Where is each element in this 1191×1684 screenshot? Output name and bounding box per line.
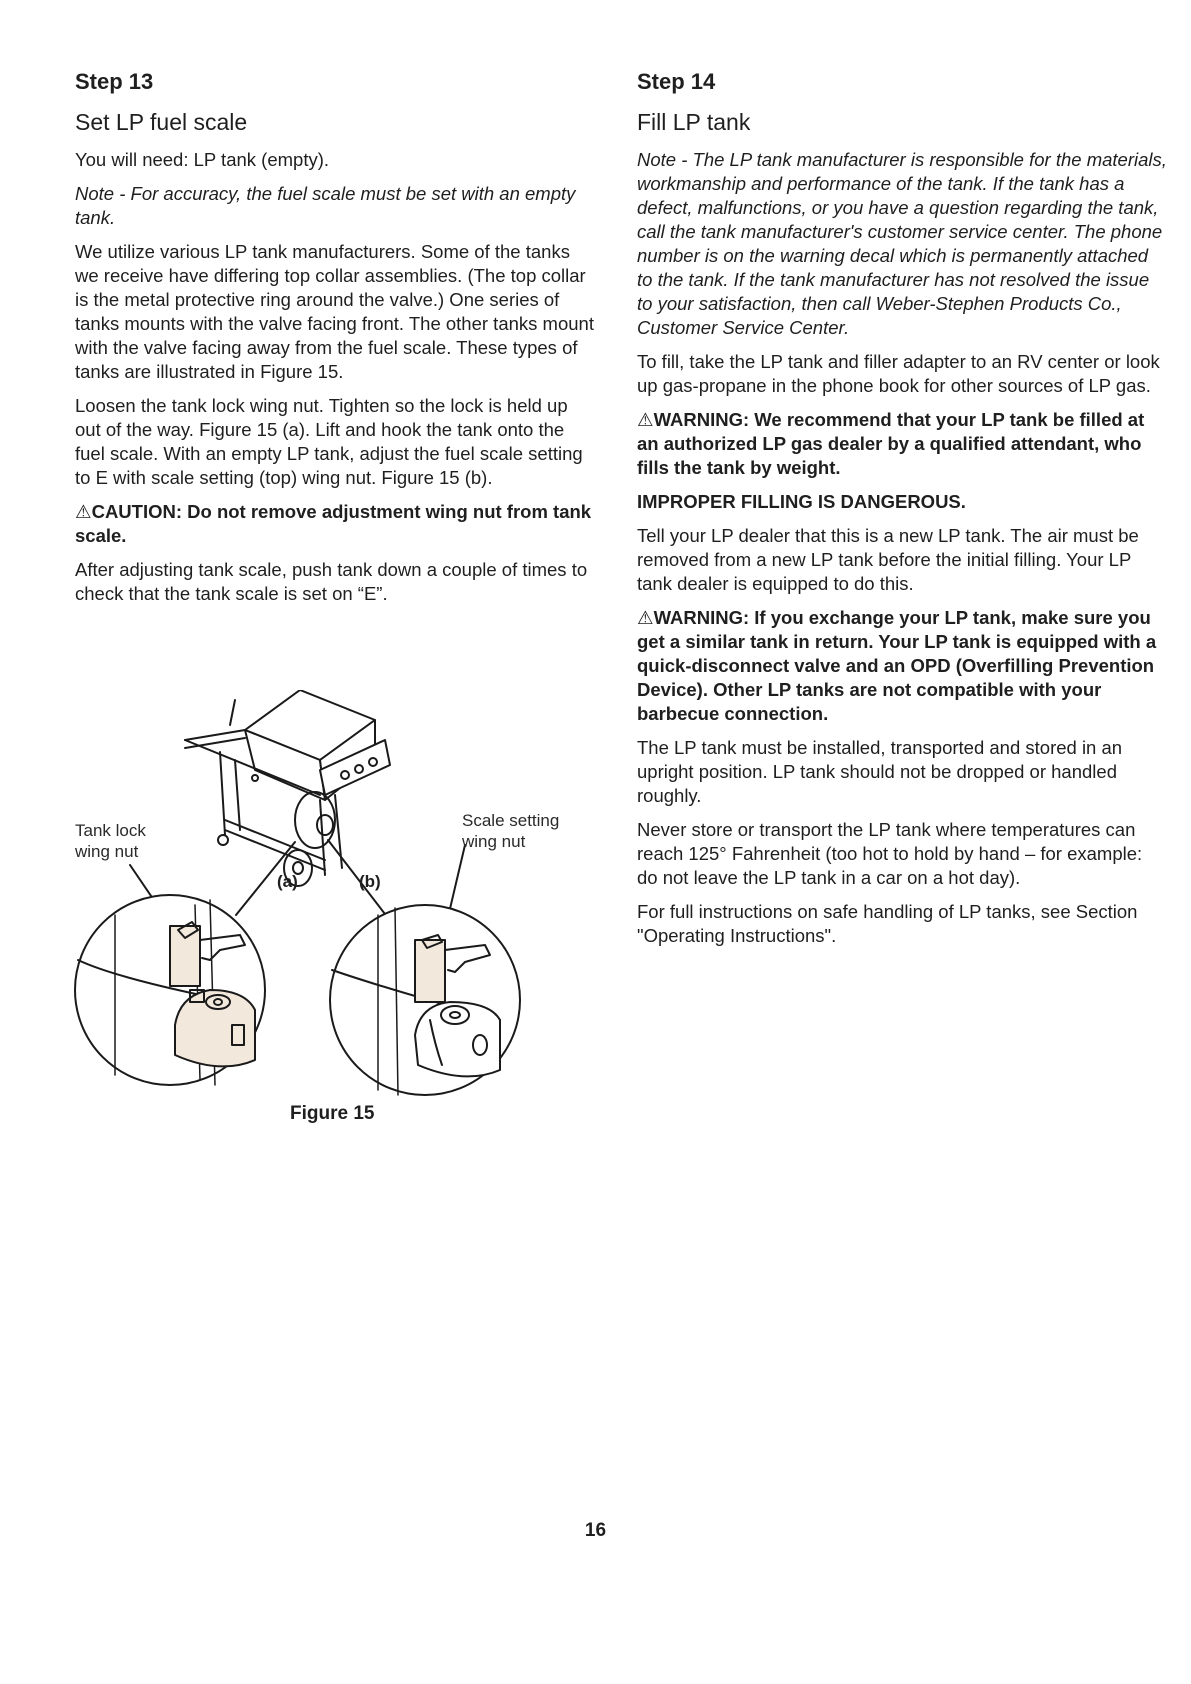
- step-14-warning-2: ⚠WARNING: If you exchange your LP tank, make sure you get a similar tank in return. Your LP tank is equipped with a quick-disconnect valve and an OPD (Overfilling Prevention Device). Other LP tanks are not compatible with your barbecue connection.: [637, 607, 1157, 724]
- page-number: 16: [584, 1520, 607, 1541]
- step-14-paragraph-4: Never store or transport the LP tank where temperatures can reach 125° Fahrenheit (too hot to hold by hand – for example: do not leave the LP tank in a car on a hot day).: [637, 819, 1143, 888]
- label-detail-a: (a): [277, 872, 298, 891]
- step-14-paragraph-1: To fill, take the LP tank and filler adapter to an RV center or look up gas-propane in the phone book for other sources of LP gas.: [637, 351, 1160, 396]
- step-14-subtitle: Fill LP tank: [637, 109, 751, 135]
- figure-caption: Figure 15: [290, 1103, 375, 1124]
- step-14-paragraph-2: Tell your LP dealer that this is a new LP tank. The air must be removed from a new LP tank before the initial filling. Your LP tank dealer is equipped to do this.: [637, 525, 1139, 594]
- step-13-paragraph-1: We utilize various LP tank manufacturers. Some of the tanks we receive have differing top collar assemblies. (The top collar is the metal protective ring around the valve.) One series of tanks mounts with the valve facing front. The other tanks mount with the valve facing away from the fuel scale. These types of tanks are illustrated in Figure 15.: [75, 241, 594, 382]
- step-14-title: Step 14: [637, 69, 716, 94]
- step-14-note: Note - The LP tank manufacturer is responsible for the materials, workmanship and performance of the tank. If the tank has a defect, malfunctions, or you have a question regarding the tank, call the tank manufacturer's customer service center. The phone number is on the warning decal which is permanently attached to the tank. If the tank manufacturer has not resolved the issue to your satisfaction, then call Weber-Stephen Products Co., Customer Service Center.: [637, 149, 1167, 338]
- step-14-paragraph-5: For full instructions on safe handling of LP tanks, see Section "Operating Instructions".: [637, 901, 1138, 946]
- label-tank-lock-line-2: wing nut: [75, 842, 139, 861]
- step-14-improper-filling: IMPROPER FILLING IS DANGEROUS.: [637, 491, 966, 512]
- step-13-title: Step 13: [75, 69, 154, 94]
- step-13-paragraph-2: Loosen the tank lock wing nut. Tighten so the lock is held up out of the way. Figure 15 (a). Lift and hook the tank onto the fuel scale. With an empty LP tank, adjust the fuel scale setting to E with scale setting (top) wing nut. Figure 15 (b).: [75, 395, 583, 488]
- step-14-warning-1: ⚠WARNING: We recommend that your LP tank be filled at an authorized LP gas dealer by a qualified attendant, who fills the tank by weight.: [637, 409, 1145, 478]
- detail-a-drawing: [75, 895, 265, 1085]
- grill-illustration: [70, 690, 590, 1160]
- label-tank-lock-line-1: Tank lock: [75, 821, 146, 840]
- step-13-subtitle: Set LP fuel scale: [75, 109, 248, 135]
- step-13-column: [75, 68, 595, 616]
- grill-cart-drawing: [185, 690, 390, 886]
- figure-15: [70, 690, 590, 1160]
- step-13-need: You will need: LP tank (empty).: [75, 149, 330, 170]
- step-14-column: [637, 68, 1167, 958]
- label-detail-b: (b): [359, 872, 381, 891]
- step-14-paragraph-3: The LP tank must be installed, transported and stored in an upright position. LP tank should not be dropped or handled roughly.: [637, 737, 1123, 806]
- step-13-note: Note - For accuracy, the fuel scale must be set with an empty tank.: [75, 183, 576, 228]
- label-scale-setting-line-2: wing nut: [462, 832, 526, 851]
- detail-b-drawing: [330, 905, 520, 1095]
- step-13-paragraph-3: After adjusting tank scale, push tank down a couple of times to check that the tank scale is set on “E”.: [75, 559, 588, 604]
- label-scale-setting-line-1: Scale setting: [462, 811, 560, 830]
- step-13-caution: ⚠CAUTION: Do not remove adjustment wing nut from tank scale.: [75, 501, 592, 546]
